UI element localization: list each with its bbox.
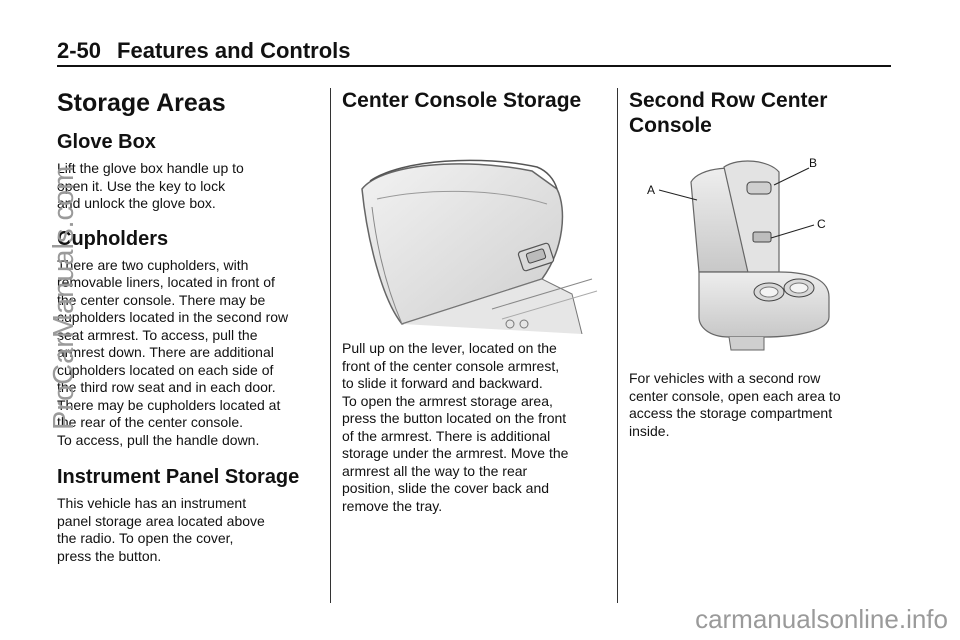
cupholders-text: There are two cupholders, with removable liners, located in front of the center console. There may be cupholders located in the second row seat armrest. To access, pull the armrest down. There are additional cupholders located on each side of the third row seat and in each door. There may be cupholders located at the rear of the center console. To access, pull the handle down. (57, 256, 289, 448)
column-divider-2 (617, 88, 618, 603)
side-watermark: ProCarManuals.com (48, 165, 80, 430)
footer-watermark: carmanualsonline.info (695, 604, 948, 634)
callout-c: C (817, 217, 826, 232)
column-2 (342, 88, 604, 515)
center-console-heading: Center Console Storage (342, 89, 582, 112)
column-3 (629, 88, 891, 440)
second-row-console-heading: Second Row Center Console (629, 89, 828, 138)
cupholders-heading: Cupholders (57, 227, 169, 250)
callout-b: B (809, 156, 818, 171)
callout-a: A (647, 183, 656, 198)
page-number: 2-50 (57, 38, 102, 63)
section-title: Features and Controls (117, 38, 351, 63)
instrument-panel-heading: Instrument Panel Storage (57, 466, 300, 488)
page-header (57, 38, 351, 64)
center-console-text: Pull up on the lever, located on the front of the center console armrest, to slide it forward and backward. To open the armrest storage area, press the button located on the front of the armrest. There is additional storage under the armrest. Move the armrest all the way to the rear position, slide the cover back and remove the tray. (342, 340, 569, 514)
center-console-illustration (342, 119, 604, 334)
second-row-console-text: For vehicles with a second row center console, open each area to access the storage compartment inside. (629, 370, 841, 439)
header-rule (57, 65, 891, 67)
column-1 (57, 88, 322, 565)
instrument-panel-text: This vehicle has an instrument panel storage area located above the radio. To open the cover, press the button. (57, 495, 265, 564)
second-row-console-illustration (629, 152, 891, 367)
page-title: Storage Areas (57, 89, 226, 117)
column-divider-1 (330, 88, 331, 603)
glove-box-text: Lift the glove box handle up to open it. Use the key to lock and unlock the glove box. (57, 160, 244, 211)
glove-box-heading: Glove Box (57, 131, 156, 153)
